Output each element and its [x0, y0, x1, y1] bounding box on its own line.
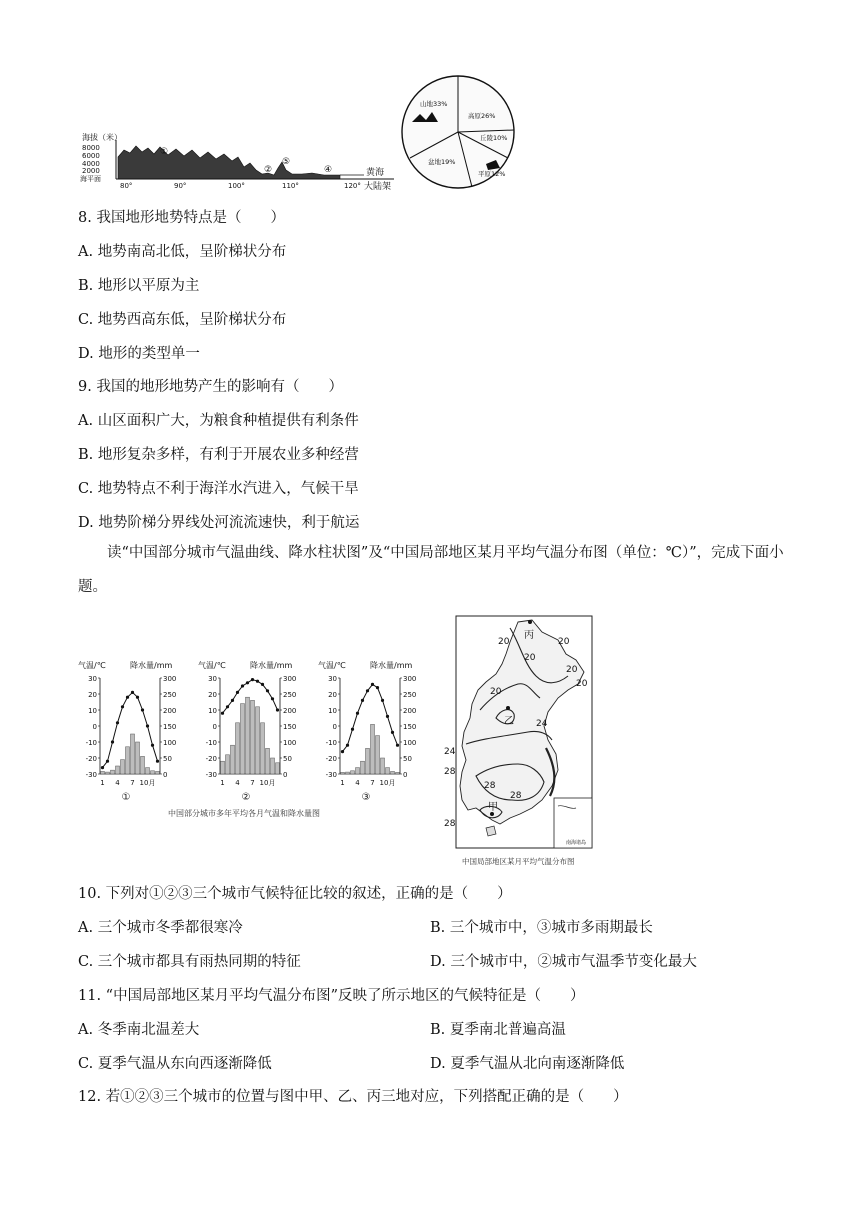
precip-bar [251, 700, 255, 774]
climate-city-label: ① [121, 792, 131, 803]
climate-month-tick: 1 [220, 779, 225, 787]
climate-temp-tick: 30 [208, 675, 217, 683]
climate-temp-tick: -10 [325, 739, 337, 747]
temperature-point [146, 724, 149, 727]
climate-month-tick: 4 [355, 779, 360, 787]
climate-month-tick: 10月 [379, 779, 396, 787]
terrain-profile-figure [78, 62, 398, 194]
q8-option-b: B. 地形以平原为主 [78, 278, 200, 294]
precip-bar [371, 724, 375, 774]
climate-precip-tick: 250 [163, 691, 177, 699]
temperature-point [391, 731, 394, 734]
location-label-jia: 甲 [488, 802, 498, 813]
map-hainan [486, 826, 496, 836]
climate-month-tick: 10月 [139, 779, 156, 787]
precip-bar [236, 723, 240, 774]
q9-option-b: B. 地形复杂多样，有利于开展农业多种经营 [78, 447, 359, 463]
temperature-curve [103, 692, 158, 767]
precip-bar [106, 772, 110, 774]
precip-bar [261, 723, 265, 774]
climate-precip-axis-title: 降水量/mm [250, 661, 293, 670]
temperature-point [261, 683, 264, 686]
pie-segment-label: 丘陵10% [480, 134, 508, 142]
climate-precip-axis-title: 降水量/mm [130, 661, 173, 670]
q12-stem: 12. 若①②③三个城市的位置与图中甲、乙、丙三地对应，下列搭配正确的是（ ） [78, 1089, 628, 1105]
climate-temp-tick: -10 [205, 739, 217, 747]
climate-precip-tick: 200 [283, 707, 297, 715]
q9-option-a: A. 山区面积广大，为粮食种植提供有利条件 [78, 413, 359, 429]
climate-temp-tick: 0 [212, 723, 217, 731]
climate-precip-tick: 200 [403, 707, 417, 715]
isotherm-label: 28 [444, 819, 456, 829]
pie-segment-label: 盆地19% [428, 158, 456, 166]
isotherm-label: 24 [444, 747, 456, 757]
q8-option-c: C. 地势西高东低，呈阶梯状分布 [78, 312, 287, 328]
temperature-curve [343, 684, 398, 751]
climate-temp-tick: -30 [85, 771, 97, 779]
profile-marker: ④ [324, 165, 333, 175]
climate-temp-tick: 20 [88, 691, 97, 699]
profile-marker: ⑤ [282, 157, 291, 167]
isotherm-label: 28 [484, 781, 496, 791]
temperature-point [366, 689, 369, 692]
q10-option-c: C. 三个城市都具有雨热同期的特征 [78, 954, 301, 970]
pie-segment-label: 平原12% [478, 170, 506, 178]
temperature-point [351, 728, 354, 731]
q8-option-d: D. 地形的类型单一 [78, 346, 200, 362]
q11-option-d: D. 夏季气温从北向南逐渐降低 [430, 1056, 625, 1072]
precip-bar [226, 755, 230, 774]
q11-option-a: A. 冬季南北温差大 [78, 1022, 200, 1038]
isotherm-label: 20 [566, 665, 578, 675]
precip-bar [346, 772, 350, 774]
precip-bar [131, 734, 135, 774]
climate-precip-tick: 200 [163, 707, 177, 715]
climate-panels [78, 660, 416, 803]
climate-precip-axis-title: 降水量/mm [370, 661, 413, 670]
temperature-point [381, 699, 384, 702]
precip-bar [356, 768, 360, 774]
climate-precip-tick: 100 [403, 739, 417, 747]
temperature-point [276, 708, 279, 711]
q8-option-a: A. 地势南高北低，呈阶梯状分布 [78, 244, 287, 260]
q11-stem: 11. “中国局部地区某月平均气温分布图”反映了所示地区的气候特征是（ ） [78, 988, 585, 1004]
climate-temp-tick: 0 [332, 723, 337, 731]
precip-bar [126, 747, 130, 774]
climate-month-tick: 4 [115, 779, 120, 787]
precip-bar [116, 766, 120, 774]
temperature-point [156, 760, 159, 763]
temperature-point [266, 689, 269, 692]
profile-xtick: 100° [228, 182, 245, 190]
climate-temp-axis-title: 气温/℃ [198, 661, 226, 670]
temperature-point [151, 744, 154, 747]
precip-bar [341, 772, 345, 774]
temperature-point [356, 712, 359, 715]
climate-precip-tick: 100 [163, 739, 177, 747]
precip-bar [121, 760, 125, 774]
climate-precip-tick: 100 [283, 739, 297, 747]
precip-bar [156, 771, 160, 774]
precip-bar [231, 745, 235, 774]
climate-temp-tick: 10 [88, 707, 97, 715]
temperature-point [361, 699, 364, 702]
climate-temp-tick: -30 [325, 771, 337, 779]
profile-xtick: 120° [344, 182, 361, 190]
isotherm-label: 20 [524, 653, 536, 663]
q9-option-c: C. 地势特点不利于海洋水汽进入，气候干旱 [78, 481, 359, 497]
climate-precip-tick: 50 [403, 755, 412, 763]
climate-month-tick: 4 [235, 779, 240, 787]
temperature-point [241, 684, 244, 687]
climate-temp-tick: -20 [325, 755, 337, 763]
precip-bar [151, 771, 155, 774]
temperature-map-figure [440, 614, 596, 870]
temperature-point [396, 744, 399, 747]
location-label-yi: 乙 [504, 716, 514, 727]
climate-precip-tick: 50 [163, 755, 172, 763]
q10-stem: 10. 下列对①②③三个城市气候特征比较的叙述，正确的是（ ） [78, 886, 512, 902]
climate-temp-tick: 0 [92, 723, 97, 731]
climate-city-label: ③ [361, 792, 371, 803]
map-caption: 中国局部地区某月平均气温分布图 [462, 857, 575, 866]
pie-segment-label: 高原26% [468, 112, 496, 120]
terrain-pie-figure [398, 72, 518, 192]
pie-segment-label: 山地33% [420, 100, 448, 108]
climate-temp-tick: 10 [328, 707, 337, 715]
q10-option-b: B. 三个城市中，③城市多雨期最长 [430, 920, 653, 936]
isotherm-label: 20 [576, 679, 588, 689]
profile-sea-label: 黄海 [366, 168, 385, 178]
profile-terrain [118, 146, 340, 179]
climate-temp-tick: 10 [208, 707, 217, 715]
temperature-point [271, 697, 274, 700]
profile-ylabel: 海拔（米） [82, 133, 122, 142]
isotherm-label: 24 [536, 719, 548, 729]
climate-caption: 中国部分城市多年平均各月气温和降水量图 [168, 809, 320, 818]
isotherm-label: 20 [558, 637, 570, 647]
precip-bar [146, 768, 150, 774]
precip-bar [136, 742, 140, 774]
q11-option-b: B. 夏季南北普遍高温 [430, 1022, 566, 1038]
profile-yticks [80, 144, 101, 183]
temperature-point [376, 686, 379, 689]
climate-temp-axis-title: 气温/℃ [318, 661, 346, 670]
instruction-paragraph: 读“中国部分城市气温曲线、降水柱状图”及“中国局部地区某月平均气温分布图（单位：℃）”，完成下面小题。 [78, 545, 784, 595]
temperature-point [236, 691, 239, 694]
precip-bar [266, 748, 270, 774]
climate-temp-tick: 30 [88, 675, 97, 683]
temperature-point [126, 696, 129, 699]
profile-ytick: 2000 [82, 167, 100, 175]
location-dot-bing [528, 620, 532, 624]
precip-bar [366, 748, 370, 774]
climate-precip-tick: 250 [403, 691, 417, 699]
location-dot-yi [506, 706, 510, 710]
profile-shelf-label: 大陆架 [364, 182, 392, 192]
climate-month-tick: 1 [340, 779, 345, 787]
temperature-point [116, 721, 119, 724]
profile-marker: ② [264, 165, 273, 175]
climate-city-label: ② [241, 792, 251, 803]
temperature-point [226, 705, 229, 708]
climate-precip-tick: 150 [283, 723, 297, 731]
q8-stem: 8. 我国地形地势特点是（ ） [78, 210, 285, 226]
climate-month-tick: 7 [130, 779, 135, 787]
precip-bar [276, 763, 280, 774]
location-label-bing: 丙 [524, 630, 534, 641]
temperature-point [136, 696, 139, 699]
climate-precip-tick: 0 [283, 771, 288, 779]
temperature-point [256, 680, 259, 683]
temperature-point [251, 678, 254, 681]
q11-option-c: C. 夏季气温从东向西逐渐降低 [78, 1056, 272, 1072]
profile-xtick: 90° [174, 182, 187, 190]
q9-stem: 9. 我国的地形地势产生的影响有（ ） [78, 379, 343, 395]
climate-temp-tick: 20 [328, 691, 337, 699]
precip-bar [386, 768, 390, 774]
precip-bar [221, 761, 225, 774]
temperature-point [341, 750, 344, 753]
south-china-sea-inset [554, 798, 592, 848]
q9-option-d: D. 地势阶梯分界线处河流流速快，利于航运 [78, 515, 360, 531]
precip-bar [246, 697, 250, 774]
precip-bar [376, 736, 380, 774]
precip-bar [381, 758, 385, 774]
climate-precip-tick: 300 [403, 675, 417, 683]
temperature-point [221, 712, 224, 715]
precip-bar [361, 761, 365, 774]
climate-temp-tick: -30 [205, 771, 217, 779]
inset-label: 南海诸岛 [566, 840, 587, 846]
profile-ytick: 海平面 [80, 175, 101, 183]
temperature-point [246, 681, 249, 684]
temperature-point [346, 744, 349, 747]
temperature-point [106, 760, 109, 763]
climate-precip-tick: 300 [163, 675, 177, 683]
precip-bar [271, 758, 275, 774]
temperature-point [231, 699, 234, 702]
isotherm-label: 20 [490, 687, 502, 697]
temperature-point [111, 740, 114, 743]
precip-bar [101, 771, 105, 774]
profile-marker: ① [160, 147, 169, 157]
profile-ytick: 8000 [82, 144, 100, 152]
temperature-point [386, 715, 389, 718]
temperature-curve [223, 680, 278, 714]
climate-temp-tick: 20 [208, 691, 217, 699]
precip-bar [396, 772, 400, 774]
precip-bar [241, 704, 245, 774]
climate-month-tick: 7 [250, 779, 255, 787]
isotherm-label: 20 [498, 637, 510, 647]
profile-ytick: 4000 [82, 160, 100, 168]
profile-xtick: 110° [282, 182, 299, 190]
climate-month-tick: 10月 [259, 779, 276, 787]
climate-temp-tick: -20 [85, 755, 97, 763]
precip-bar [141, 756, 145, 774]
climate-precip-tick: 50 [283, 755, 292, 763]
isotherm-label: 28 [444, 767, 456, 777]
temperature-point [121, 705, 124, 708]
precip-bar [391, 771, 395, 774]
profile-xtick: 80° [120, 182, 133, 190]
temperature-point [371, 683, 374, 686]
climate-precip-tick: 0 [403, 771, 408, 779]
precip-bar [351, 771, 355, 774]
q10-option-a: A. 三个城市冬季都很寒冷 [78, 920, 243, 936]
precip-bar [111, 770, 115, 774]
climate-temp-tick: -20 [205, 755, 217, 763]
temperature-point [101, 766, 104, 769]
climate-precip-tick: 150 [163, 723, 177, 731]
climate-charts-figure [74, 656, 434, 824]
climate-temp-axis-title: 气温/℃ [78, 661, 106, 670]
climate-precip-tick: 150 [403, 723, 417, 731]
isotherm-label: 28 [510, 791, 522, 801]
climate-precip-tick: 250 [283, 691, 297, 699]
q10-option-d: D. 三个城市中，②城市气温季节变化最大 [430, 954, 697, 970]
climate-precip-tick: 300 [283, 675, 297, 683]
climate-temp-tick: 30 [328, 675, 337, 683]
precip-bar [256, 707, 260, 774]
temperature-point [141, 708, 144, 711]
climate-precip-tick: 0 [163, 771, 168, 779]
climate-month-tick: 7 [370, 779, 375, 787]
temperature-point [131, 691, 134, 694]
climate-temp-tick: -10 [85, 739, 97, 747]
profile-ytick: 6000 [82, 152, 100, 160]
climate-month-tick: 1 [100, 779, 105, 787]
